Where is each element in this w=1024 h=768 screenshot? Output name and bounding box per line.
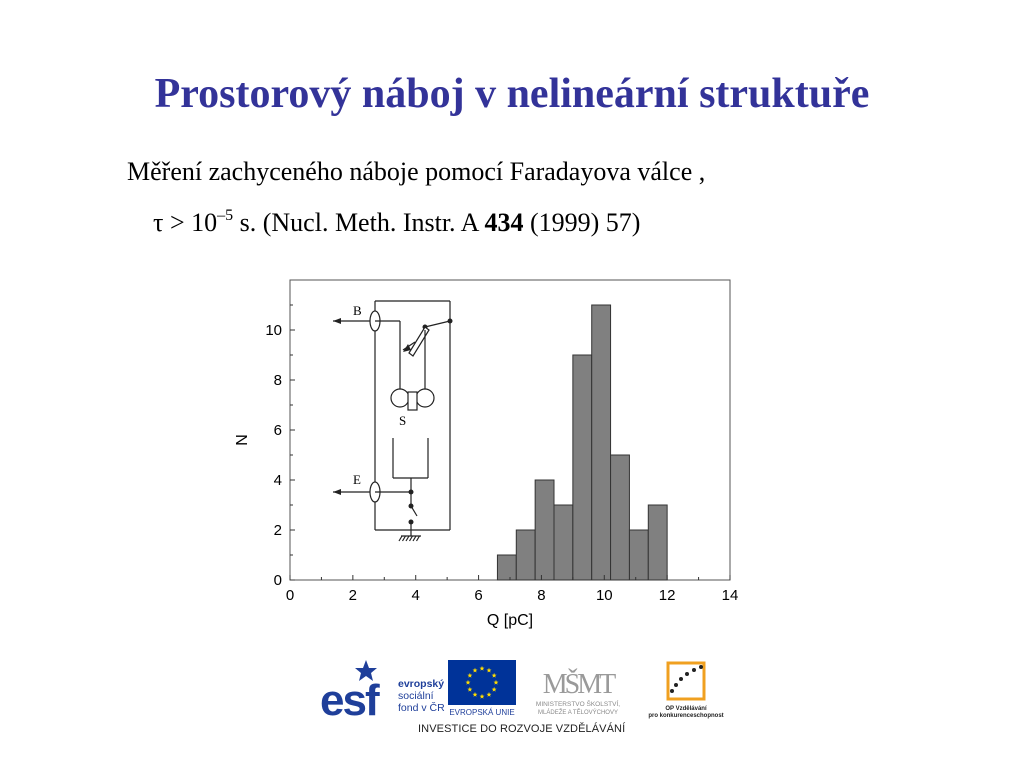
slide-text-line-1: Měření zachyceného náboje pomocí Faradayova válce , xyxy=(127,157,706,186)
msmt-line-1: MINISTERSTVO ŠKOLSTVÍ, xyxy=(535,701,621,708)
x-tick-label: 12 xyxy=(658,587,676,604)
histogram-bar xyxy=(516,530,535,580)
y-tick-label: 2 xyxy=(273,522,282,539)
op-logo xyxy=(648,663,723,719)
y-tick-label: 8 xyxy=(273,372,282,389)
esf-text-line-3: fond v ČR xyxy=(398,702,445,714)
histogram-chart xyxy=(225,270,765,640)
reference-volume: 434 xyxy=(484,208,524,237)
esf-logo xyxy=(320,660,445,725)
op-square-icon xyxy=(668,663,704,699)
x-tick-label: 2 xyxy=(348,587,358,604)
x-tick-label: 4 xyxy=(411,587,420,604)
eu-flag-logo xyxy=(448,660,516,717)
slide-title: Prostorový náboj v nelineární struktuře xyxy=(154,71,870,117)
slide-text-line-2 xyxy=(153,207,640,238)
x-tick-label: 8 xyxy=(537,587,546,604)
logo-strip xyxy=(320,655,730,760)
esf-text-line-1: evropský xyxy=(398,678,445,690)
y-tick-label: 0 xyxy=(273,572,282,589)
msmt-mark: MŠMT xyxy=(542,669,614,700)
histogram-bar xyxy=(629,530,648,580)
y-tick-label: 10 xyxy=(265,322,282,339)
x-axis-label: Q [pC] xyxy=(486,612,534,629)
x-tick-label: 6 xyxy=(474,587,483,604)
op-line-1: OP Vzdělávání xyxy=(665,706,707,712)
tau-symbol: τ xyxy=(153,208,164,237)
inset-label-s: S xyxy=(399,413,407,428)
esf-wordmark: esf xyxy=(320,676,378,725)
msmt-line-2: MLÁDEŽE A TĚLOVÝCHOVY xyxy=(538,710,618,716)
investment-caption: INVESTICE DO ROZVOJE VZDĚLÁVÁNÍ xyxy=(418,723,626,735)
faraday-cup-schematic xyxy=(333,301,453,541)
histogram-bar xyxy=(648,505,667,580)
histogram-bar xyxy=(497,555,516,580)
reference-end: (1999) 57) xyxy=(523,208,641,237)
x-tick-label: 10 xyxy=(595,587,613,604)
power-base: 10 xyxy=(191,208,218,237)
power-exponent: –5 xyxy=(217,207,234,224)
greater-than-symbol: > xyxy=(169,208,185,237)
y-axis-label: N xyxy=(234,434,251,446)
y-tick-label: 4 xyxy=(273,472,282,489)
histogram-bar xyxy=(592,305,611,580)
msmt-logo xyxy=(536,669,620,716)
inset-label-b: B xyxy=(353,303,362,318)
inset-label-e: E xyxy=(353,472,361,487)
histogram-bar xyxy=(611,455,630,580)
reference-text: s. (Nucl. Meth. Instr. A xyxy=(233,208,485,237)
x-tick-label: 14 xyxy=(721,587,739,604)
histogram-bar xyxy=(554,505,573,580)
histogram-bar xyxy=(573,355,592,580)
eu-caption: EVROPSKÁ UNIE xyxy=(449,708,515,717)
op-line-2: pro konkurenceschopnost xyxy=(648,713,724,719)
x-tick-label: 0 xyxy=(285,587,295,604)
esf-text-line-2: sociální xyxy=(398,690,434,702)
y-tick-label: 6 xyxy=(273,422,282,439)
histogram-bar xyxy=(535,480,554,580)
